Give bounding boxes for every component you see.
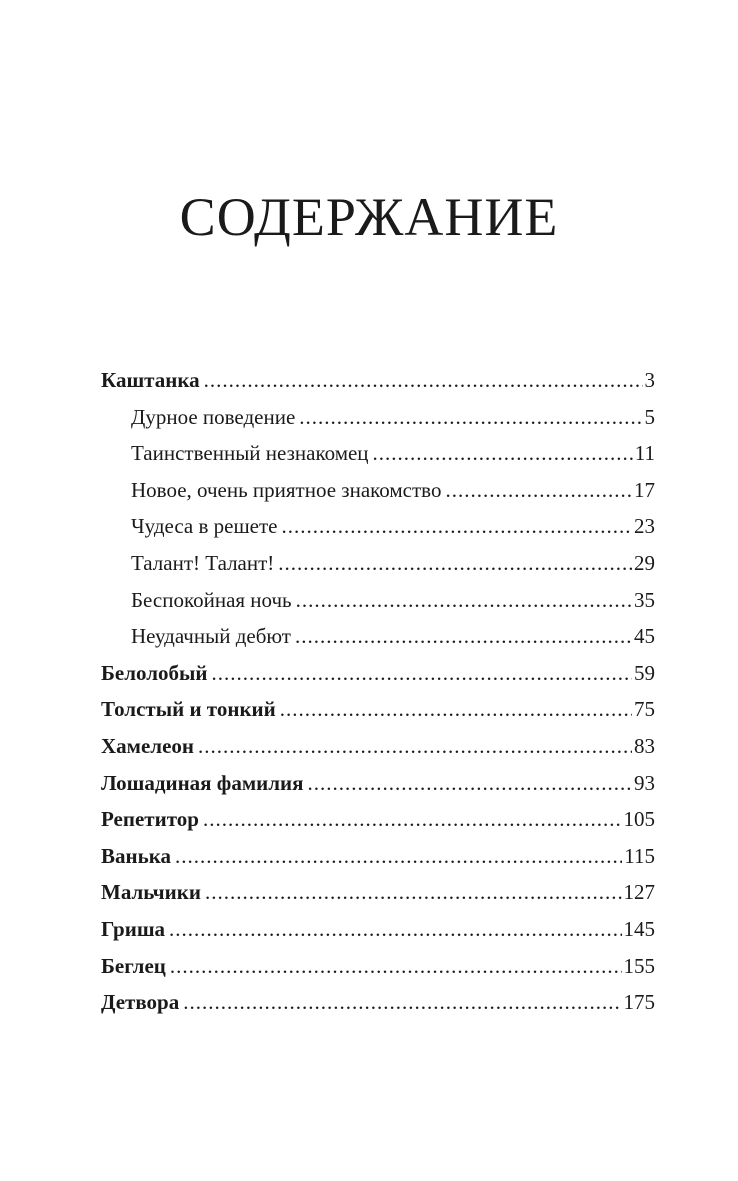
toc-entry-talant[interactable] (101, 545, 655, 582)
toc-dot-leader (373, 435, 633, 472)
toc-entry-beglets[interactable] (101, 948, 655, 985)
toc-dot-leader (299, 399, 642, 436)
toc-entry-title: Лошадиная фамилия (101, 770, 304, 795)
toc-entry-title: Беглец (101, 953, 166, 978)
toc-entry-title: Каштанка (101, 368, 200, 392)
toc-dot-leader (183, 984, 621, 1021)
table-of-contents (101, 362, 655, 1021)
toc-entry-tainstvennyj-neznakomets[interactable] (101, 435, 655, 472)
toc-dot-leader (212, 655, 633, 692)
toc-page-number: 35 (634, 587, 655, 612)
toc-dot-leader (204, 362, 643, 399)
toc-dot-leader (296, 582, 632, 619)
toc-dot-leader (445, 472, 632, 509)
toc-entry-repetitor[interactable] (101, 801, 655, 838)
toc-dot-leader (170, 948, 622, 985)
toc-entry-title: Репетитор (101, 807, 199, 832)
toc-entry-title: Дурное поведение (131, 404, 296, 429)
toc-dot-leader (281, 508, 632, 545)
toc-entry-title: Чудеса в решете (131, 514, 278, 539)
toc-dot-leader (205, 874, 622, 911)
toc-entry-title: Неудачный дебют (131, 624, 291, 649)
toc-entry-chudesa-v-reshete[interactable] (101, 508, 655, 545)
toc-entry-loshadinaya-familiya[interactable] (101, 765, 655, 802)
toc-entry-title: Талант! Талант! (131, 550, 275, 575)
toc-page-number: 93 (634, 770, 655, 795)
toc-entry-kashtanka[interactable] (101, 362, 655, 399)
toc-dot-leader (203, 801, 622, 838)
toc-entry-tolstyj-i-tonkij[interactable] (101, 691, 655, 728)
toc-page-number: 83 (634, 733, 655, 758)
toc-entry-belolobyj[interactable] (101, 655, 655, 692)
toc-entry-durnoe-povedenie[interactable] (101, 399, 655, 436)
toc-entry-malchiki[interactable] (101, 874, 655, 911)
toc-page-number: 105 (623, 807, 655, 832)
toc-entry-title: Новое, очень приятное знакомство (131, 477, 442, 502)
toc-entry-title: Хамелеон (101, 733, 194, 758)
toc-page-number: 17 (634, 477, 655, 502)
toc-dot-leader (175, 838, 622, 875)
toc-entry-title: Мальчики (101, 880, 201, 905)
toc-entry-title: Детвора (101, 990, 180, 1015)
toc-page-number: 115 (624, 843, 655, 868)
toc-page-number: 155 (623, 953, 655, 978)
toc-page-number: 29 (634, 550, 655, 575)
toc-page-number: 23 (634, 514, 655, 539)
toc-entry-novoe-znakomstvo[interactable] (101, 472, 655, 509)
toc-entry-neudachnyj-debyut[interactable] (101, 618, 655, 655)
toc-page-number: 175 (623, 990, 655, 1015)
toc-page-number: 127 (623, 880, 655, 905)
toc-dot-leader (307, 765, 632, 802)
toc-page-number: 3 (644, 368, 655, 392)
toc-page-number: 5 (644, 404, 655, 429)
toc-dot-leader (295, 618, 632, 655)
toc-entry-title: Гриша (101, 916, 166, 941)
toc-entry-vanka[interactable] (101, 838, 655, 875)
toc-page-number: 145 (623, 916, 655, 941)
toc-dot-leader (198, 728, 632, 765)
page-title: СОДЕРЖАНИЕ (179, 187, 559, 247)
toc-entry-detvora[interactable] (101, 984, 655, 1021)
toc-dot-leader (278, 545, 632, 582)
toc-entry-bespokojnaya-noch[interactable] (101, 582, 655, 619)
toc-page-number: 59 (634, 660, 655, 685)
toc-entry-title: Белолобый (101, 660, 208, 685)
toc-page-number: 45 (634, 624, 655, 649)
toc-page-number: 75 (634, 697, 655, 722)
toc-dot-leader (280, 691, 632, 728)
toc-entry-hameleon[interactable] (101, 728, 655, 765)
toc-entry-grisha[interactable] (101, 911, 655, 948)
toc-entry-title: Толстый и тонкий (101, 697, 276, 722)
toc-entry-title: Ванька (101, 843, 171, 868)
toc-page-number: 11 (634, 441, 655, 466)
toc-dot-leader (169, 911, 621, 948)
toc-entry-title: Беспокойная ночь (131, 587, 292, 612)
toc-entry-title: Таинственный незнакомец (131, 441, 369, 466)
